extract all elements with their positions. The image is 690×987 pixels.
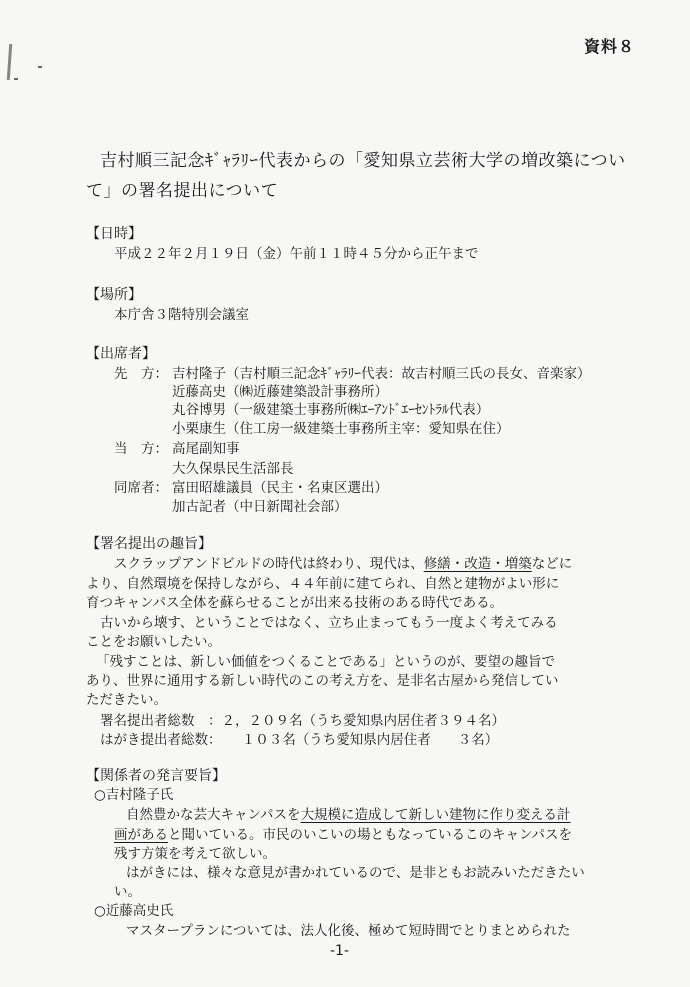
date-text: 平成２２年２月１９日（金）午前１１時４５分から正午まで: [114, 246, 479, 262]
pen-mark: [38, 66, 42, 68]
purpose-line: 「残すことは、新しい価値をつくることである」というのが、要望の趣旨で: [96, 654, 555, 670]
postcard-total: はがき提出者総数： １０３名（うち愛知県内居住者 ３名）: [100, 732, 499, 748]
pen-mark: [14, 78, 18, 80]
attendee-line: 加古記者（中日新聞社会部）: [172, 499, 348, 515]
place-heading: 【場所】: [86, 287, 142, 303]
remark-line: 残す方策を考えて欲しい。: [114, 846, 276, 862]
remark-line: はがきには、様々な意見が書かれているので、是非ともお読みいただきたい: [126, 865, 585, 881]
purpose-line: より、自然環境を保持しながら、４４年前に建てられ、自然と建物がよい形に: [86, 576, 560, 592]
purpose-heading: 【署名提出の趣旨】: [86, 536, 212, 552]
speaker-name: ○吉村隆子氏: [94, 787, 174, 803]
document-title-line1: 吉村順三記念ｷﾞｬﾗﾘｰ代表からの「愛知県立芸術大学の増改築につい: [100, 151, 626, 171]
toho-label: 当 方：: [114, 441, 168, 457]
attendee-line: 高尾副知事: [172, 441, 240, 457]
page-number: -1-: [330, 943, 350, 959]
senpo-label: 先 方：: [114, 366, 168, 382]
document-title-line2: て」の署名提出について: [86, 181, 279, 201]
doseki-label: 同席者：: [114, 480, 168, 496]
underlined-phrase: 大規模に造成して新しい建物に作り変える計: [300, 807, 571, 823]
attendee-line: 小栗康生（住工房一級建築士事務所主宰：愛知県在住）: [172, 421, 510, 437]
remarks-heading: 【関係者の発言要旨】: [86, 768, 226, 784]
date-heading: 【日時】: [86, 226, 142, 242]
attendee-line: 丸谷博男（一級建築士事務所㈱ｴｰｱﾝﾄﾞｴｰｾﾝﾄﾗﾙ代表）: [172, 402, 490, 418]
attendees-heading: 【出席者】: [86, 346, 156, 362]
attendee-line: 近藤高史（㈱近藤建築設計事務所）: [172, 384, 388, 400]
underlined-phrase: 修繕・改造・増築: [423, 556, 532, 572]
remark-line: マスタープランについては、法人化後、極めて短時間でとりまとめられた: [126, 923, 571, 939]
attendee-line: 富田昭雄議員（民主・名東区選出）: [172, 480, 388, 496]
signature-total: 署名提出者総数 ：２，２０９名（うち愛知県内居住者３９４名）: [100, 713, 505, 729]
attendee-line: 大久保県民生活部長: [172, 461, 294, 477]
purpose-line: 育つキャンパス全体を蘇らせることが出来る技術のある時代である。: [86, 595, 504, 611]
remark-line: 自然豊かな芸大キャンパスを大規模に造成して新しい建物に作り変える計: [126, 807, 571, 823]
purpose-line: あり、世界に通用する新しい時代のこの考え方を、是非名古屋から発信してい: [86, 673, 559, 689]
remark-line: 画があると聞いている。市民のいこいの場ともなっているこのキャンパスを: [114, 827, 573, 843]
purpose-line: ただきたい。: [86, 692, 167, 708]
attendee-line: 吉村隆子（吉村順三記念ｷﾞｬﾗﾘｰ代表：故吉村順三氏の長女、音楽家）: [172, 366, 591, 382]
document-tag: 資料８: [584, 37, 636, 56]
purpose-line: ことをお願いしたい。: [86, 634, 221, 650]
purpose-line: 古いから壊す、ということではなく、立ち止まってもう一度よく考えてみる: [100, 615, 558, 631]
speaker-name: ○近藤高史氏: [94, 903, 174, 919]
pen-mark: [7, 44, 13, 80]
purpose-line: スクラップアンドビルドの時代は終わり、現代は、修繕・改造・増築などに: [114, 556, 573, 572]
underlined-phrase: 画がある: [114, 827, 168, 843]
place-text: 本庁舎３階特別会議室: [114, 307, 249, 323]
remark-line: い。: [114, 884, 141, 900]
